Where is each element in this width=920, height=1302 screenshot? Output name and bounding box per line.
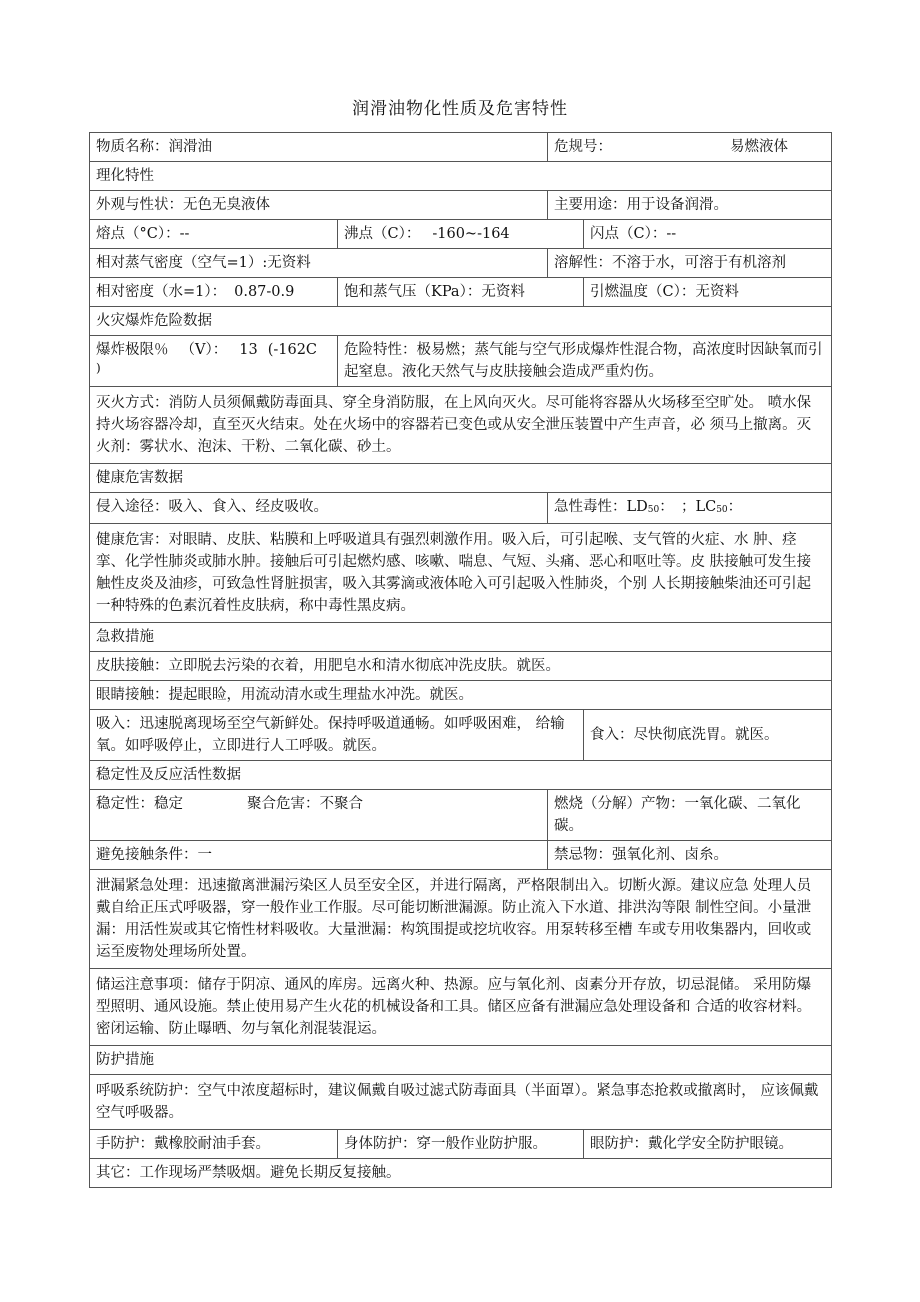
storage-text: 储运注意事项：储存于阴凉、通风的库房。远离火种、热源。应与氧化剂、卤素分开存放，切忌混储。 采用防爆型照明、通风设施。禁止使用易产生火花的机械设备和工具。储区应备有泄漏应急处理设备和 合适的收容材料。密闭运输、防止曝晒、勿与氧化剂混装混运。	[90, 969, 832, 1046]
hazard-number	[548, 133, 832, 162]
acute-toxicity	[548, 493, 832, 524]
eye-protection: 眼防护：戴化学安全防护眼镜。	[584, 1130, 832, 1159]
appearance: 外观与性状：无色无臭液体	[90, 191, 548, 220]
melting-point: 熔点（°C）：--	[90, 220, 338, 249]
section-first-aid: 急救措施	[90, 623, 832, 652]
vapor-pressure: 饱和蒸气压（KPa）：无资料	[338, 278, 584, 307]
lc-subscript: 50	[716, 505, 728, 515]
boiling-point-label: 沸点（C）：	[344, 226, 421, 242]
skin-contact: 皮肤接触：立即脱去污染的衣着，用肥皂水和清水彻底冲洗皮肤。就医。	[90, 652, 832, 681]
incompatible-materials: 禁忌物：强氧化剂、卤糸。	[548, 841, 832, 870]
solubility: 溶解性：不溶于水，可溶于有机溶剂	[548, 249, 832, 278]
relative-density-value: 0.87-0.9	[234, 284, 295, 300]
ingestion: 食入：尽快彻底洗胃。就医。	[584, 710, 832, 761]
eye-contact: 眼睛接触：提起眼睑，用流动清水或生理盐水冲洗。就医。	[90, 681, 832, 710]
flash-point: 闪点（C）：--	[584, 220, 832, 249]
section-fire: 火灾爆炸危险数据	[90, 307, 832, 336]
vapor-density: 相对蒸气密度（空气=1）:无资料	[90, 249, 548, 278]
toxicity-separator: ： ；LC	[659, 499, 717, 515]
stability-row	[90, 790, 548, 841]
boiling-point	[338, 220, 584, 249]
health-hazard-text: 健康危害：对眼睛、皮肤、粘膜和上呼吸道具有强烈刺激作用。吸入后，可引起喉、支气管的火症、水 肿、痉挛、化学性肺炎或肺水肿。接触后可引起燃灼感、咳嗽、喘息、气短、头痛、恶心和呕吐等。皮 肤接触可发生接触性皮炎及油疹，可致急性肾脏损害，吸入其雾滴或液体呛入可引起吸入性肺炎，个别 人长期接触柴油还可引起一种特殊的色素沉着性皮肤病，称中毒性黑皮病。	[90, 524, 832, 623]
exposure-route: 侵入途径：吸入、食入、经皮吸收。	[90, 493, 548, 524]
explosion-limit-label: 爆炸极限％	[96, 342, 169, 358]
identity-row	[90, 133, 832, 162]
extinguish-text: 灭火方式：消防人员须佩戴防毒面具、穿全身消防服，在上风向灭火。尽可能将容器从火场移至空旷处。 喷水保持火场容器冷却，直至灭火结束。处在火场中的容器若已变色或从安全泄压装置中产生声音，必 须马上撤离。灭火剂：雾状水、泡沫、干粉、二氧化碳、砂土。	[90, 387, 832, 464]
fire-hazard-text: 危险特性：极易燃；蒸气能与空气形成爆炸性混合物，高浓度时因缺氧而引起窒息。液化天然气与皮肤接触会造成严重灼伤。	[338, 336, 832, 387]
explosion-limit-unit: （V）：	[180, 342, 228, 358]
boiling-point-value: -160~-164	[432, 226, 510, 242]
combustion-products: 燃烧（分解）产物：一氧化碳、二氧化碳。	[548, 790, 832, 841]
other-protection: 其它：工作现场严禁吸烟。避免长期反复接触。	[90, 1159, 832, 1188]
hazard-number-label: 危规号：	[554, 139, 612, 155]
explosion-limit-extra: (-162C	[267, 342, 318, 358]
body-protection: 身体防护：穿一般作业防护服。	[338, 1130, 584, 1159]
explosion-limit-close: )	[96, 361, 101, 375]
relative-density-label: 相对密度（水=1）：	[96, 284, 227, 300]
section-health: 健康危害数据	[90, 464, 832, 493]
stability: 稳定性：稳定	[96, 796, 183, 812]
relative-density	[90, 278, 338, 307]
toxicity-label: 急性毒性：LD	[554, 499, 648, 515]
explosion-limit	[90, 336, 338, 387]
hand-protection: 手防护：戴橡胶耐油手套。	[90, 1130, 338, 1159]
document-title: 润滑油物化性质及危害特性	[352, 99, 568, 119]
section-physchem: 理化特性	[90, 162, 832, 191]
hazard-class: 易燃液体	[730, 139, 788, 155]
leak-handling-text: 泄漏紧急处理：迅速撤离泄漏污染区人员至安全区，并进行隔离，严格限制出入。切断火源。建议应急 处理人员戴自给正压式呼吸器，穿一般作业工作服。尽可能切断泄漏源。防止流入下水道、排洪沟等限 制性空间。小量泄漏：用活性炭或其它惰性材料吸收。大量泄漏：构筑围提或挖坑收容。用泵转移至槽 车或专用收集器内，回收或运至废物处理场所处置。	[90, 870, 832, 969]
inhalation: 吸入：迅速脱离现场至空气新鲜处。保持呼吸道通畅。如呼吸困难， 给输氧。如呼吸停止，立即进行人工呼吸。就医。	[90, 710, 584, 761]
ignition-temp: 引燃温度（C）：无资料	[584, 278, 832, 307]
msds-table	[89, 132, 832, 1188]
section-stability: 稳定性及反应活性数据	[90, 761, 832, 790]
ld-subscript: 50	[647, 505, 660, 515]
explosion-limit-value: 13	[239, 342, 258, 358]
polymerization-hazard: 聚合危害：不聚合	[247, 796, 363, 812]
toxicity-end: ：	[727, 499, 743, 515]
usage: 主要用途：用于设备润滑。	[548, 191, 832, 220]
section-protection: 防护措施	[90, 1046, 832, 1075]
respiratory-protection: 呼吸系统防护：空气中浓度超标时，建议佩戴自吸过滤式防毒面具（半面罩）。紧急事态抢救或撤离时， 应该佩戴空气呼吸器。	[90, 1075, 832, 1130]
avoid-conditions: 避免接触条件：一	[90, 841, 548, 870]
substance-name: 物质名称：润滑油	[90, 133, 548, 162]
